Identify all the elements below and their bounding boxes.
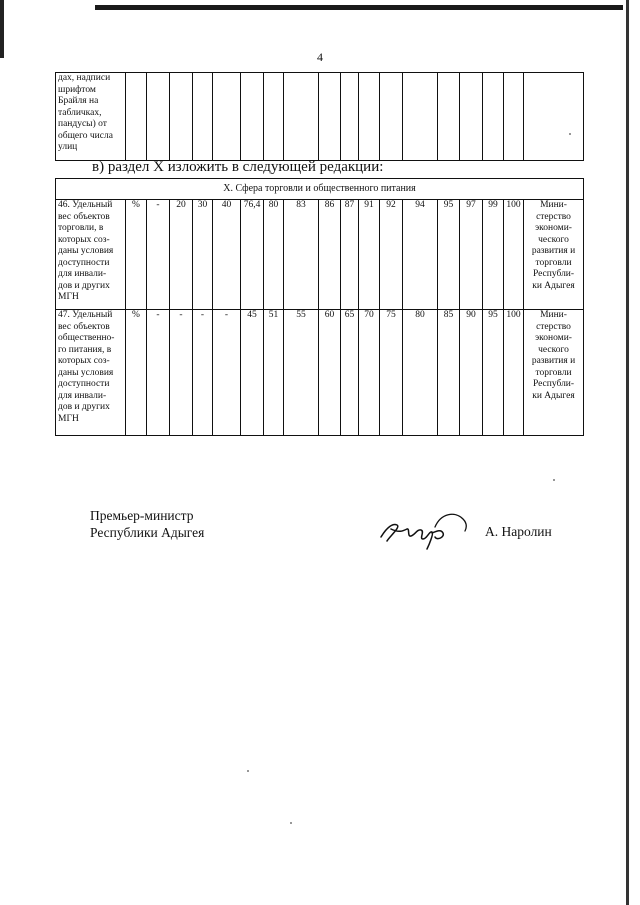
value-cell: 30 — [193, 200, 213, 310]
empty-cell — [213, 73, 241, 161]
indicator-name-line: МГН — [58, 292, 79, 302]
responsible-org-cell — [524, 310, 584, 436]
indicator-name-line: пандусы) от — [58, 119, 107, 129]
indicator-name-line: общего числа — [58, 130, 113, 141]
indicator-name-line: табличках, — [58, 107, 102, 118]
table-row — [56, 200, 584, 310]
value-cell: - — [193, 310, 213, 436]
scan-speck — [290, 822, 292, 824]
page-number: 4 — [317, 50, 323, 64]
empty-cell — [193, 73, 213, 161]
handwritten-signature — [377, 507, 469, 551]
empty-cell — [126, 73, 147, 161]
indicator-name-line: для инвали- — [58, 269, 107, 279]
value-cell: 45 — [241, 310, 264, 436]
indicator-name-line: которых соз- — [58, 234, 110, 245]
org-line: развития и — [531, 246, 576, 256]
empty-cell — [380, 73, 403, 161]
empty-cell — [460, 73, 483, 161]
indicator-name-line: Брайля на — [58, 96, 99, 106]
org-line: Республи- — [532, 269, 575, 279]
unit-cell: % — [126, 200, 147, 310]
value-cell: 90 — [460, 310, 483, 436]
value-cell: 60 — [319, 310, 341, 436]
scan-speck — [553, 479, 555, 481]
value-cell: 51 — [264, 310, 284, 436]
indicator-name-line: торговли, в — [58, 223, 104, 233]
value-cell: 94 — [403, 200, 438, 310]
scan-border-right — [626, 0, 629, 905]
org-line: ки Адыгея — [532, 390, 575, 401]
indicator-name-line: дов и других — [58, 280, 110, 291]
indicator-name-cell — [56, 73, 126, 161]
value-cell: 83 — [284, 200, 319, 310]
empty-cell — [483, 73, 504, 161]
section-title-row — [56, 179, 584, 200]
value-cell: 95 — [438, 200, 460, 310]
scan-border-left — [0, 0, 4, 58]
value-cell: 100 — [504, 310, 524, 436]
org-line: экономи- — [535, 223, 572, 233]
signer-name: А. Наролин — [485, 524, 552, 539]
org-line: экономи- — [535, 333, 572, 343]
unit-cell: % — [126, 310, 147, 436]
indicator-name-line: вес объектов — [58, 211, 110, 222]
scan-speck — [569, 133, 571, 135]
value-cell: 75 — [380, 310, 403, 436]
org-line: Республи- — [532, 379, 575, 389]
indicator-name-line: доступности — [58, 257, 110, 268]
value-cell: 85 — [438, 310, 460, 436]
value-cell: 65 — [341, 310, 359, 436]
indicator-name-line: 46. Удельный — [58, 200, 113, 210]
value-cell: 55 — [284, 310, 319, 436]
indicator-name-line: дов и других — [58, 402, 110, 412]
empty-cell — [170, 73, 193, 161]
value-cell: 20 — [170, 200, 193, 310]
org-line: развития и — [531, 356, 576, 366]
value-cell: 40 — [213, 200, 241, 310]
org-line: ческого — [538, 234, 569, 245]
indicator-name-line: улиц — [58, 142, 78, 152]
indicator-name-line: доступности — [58, 379, 110, 389]
signer-position — [90, 507, 204, 541]
indicator-name-line: для инвали- — [58, 390, 107, 401]
empty-cell — [504, 73, 524, 161]
empty-cell — [341, 73, 359, 161]
value-cell: 80 — [264, 200, 284, 310]
indicator-name-line: дах, надписи — [58, 73, 111, 83]
section-title: X. Сфера торговли и общественного питания — [56, 179, 584, 200]
org-line: Мини- — [540, 200, 567, 210]
table-row — [56, 73, 584, 161]
value-cell: - — [147, 310, 170, 436]
org-line: Мини- — [540, 310, 567, 320]
indicator-name-cell — [56, 200, 126, 310]
table-row — [56, 310, 584, 436]
org-line: торговли — [535, 257, 572, 268]
indicator-name-line: МГН — [58, 413, 79, 424]
value-cell: 70 — [359, 310, 380, 436]
value-cell: 76,4 — [241, 200, 264, 310]
indicator-name-line: 47. Удельный — [58, 310, 113, 320]
empty-cell — [403, 73, 438, 161]
scan-border-top — [95, 5, 623, 10]
value-cell: - — [213, 310, 241, 436]
empty-cell — [359, 73, 380, 161]
indicator-name-line: вес объектов — [58, 321, 110, 332]
indicator-name-line: даны условия — [58, 367, 114, 378]
indicator-name-line: которых соз- — [58, 356, 110, 366]
empty-cell — [147, 73, 170, 161]
indicator-name-line: общественно- — [58, 333, 115, 343]
empty-cell — [284, 73, 319, 161]
indicator-name-cell — [56, 310, 126, 436]
continuation-table — [55, 72, 584, 161]
value-cell: 91 — [359, 200, 380, 310]
empty-cell — [319, 73, 341, 161]
org-line: ки Адыгея — [532, 280, 575, 291]
value-cell: - — [147, 200, 170, 310]
value-cell: 87 — [341, 200, 359, 310]
signer-position-line: Республики Адыгея — [90, 525, 205, 540]
indicator-name-line: го питания, в — [58, 344, 112, 355]
scan-speck — [247, 770, 249, 772]
value-cell: 86 — [319, 200, 341, 310]
org-line: стерство — [536, 211, 571, 222]
org-line: стерство — [536, 321, 571, 332]
empty-cell — [241, 73, 264, 161]
signer-position-line: Премьер-министр — [90, 508, 194, 523]
value-cell: 92 — [380, 200, 403, 310]
value-cell: 80 — [403, 310, 438, 436]
responsible-org-cell — [524, 200, 584, 310]
section-x-table — [55, 178, 584, 436]
value-cell: 99 — [483, 200, 504, 310]
value-cell: 97 — [460, 200, 483, 310]
empty-cell — [264, 73, 284, 161]
empty-cell — [524, 73, 584, 161]
indicator-name-line: даны условия — [58, 246, 114, 256]
indicator-name-line: шрифтом — [58, 84, 96, 95]
org-line: ческого — [538, 344, 569, 355]
amendment-heading: в) раздел X изложить в следующей редакции: — [92, 159, 384, 175]
empty-cell — [438, 73, 460, 161]
value-cell: 100 — [504, 200, 524, 310]
value-cell: 95 — [483, 310, 504, 436]
org-line: торговли — [535, 367, 572, 378]
value-cell: - — [170, 310, 193, 436]
